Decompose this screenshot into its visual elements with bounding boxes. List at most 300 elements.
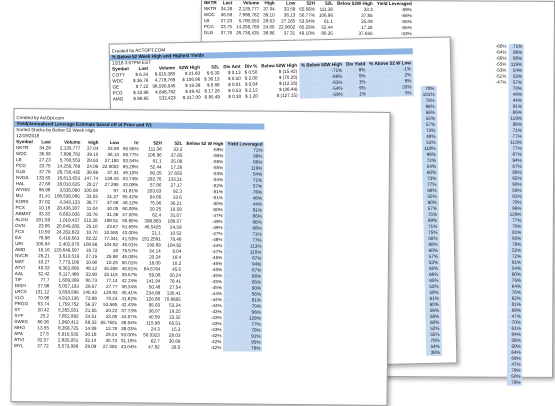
table-cell: 37.655 [168, 170, 183, 176]
table-cell: 398.883 [144, 218, 162, 224]
table-cell: -55% [400, 19, 412, 25]
table-cell: $ 36.13 [204, 76, 220, 82]
table-cell: $ (12.16) [278, 80, 298, 87]
table-cell: HAL [15, 181, 25, 187]
table-cell: 4,343,133 [59, 199, 80, 205]
table-cell: 53.00% [121, 332, 137, 338]
table-cell: 126.86 [146, 296, 161, 302]
table-cell: 39.67% [121, 272, 138, 278]
table-cell: 75.96 [149, 200, 162, 206]
table-cell: 78.98 [38, 235, 50, 241]
table-cell: 38% [426, 350, 442, 356]
table-cell: 100.59 [83, 187, 98, 193]
table-cell: $ 85.49 [204, 94, 220, 100]
table-cell: 86% [225, 213, 264, 219]
column-header: Last [222, 0, 233, 6]
table-cell: -44% [211, 297, 222, 303]
table-cell: 65.29% [122, 164, 139, 170]
table-cell: -55% [212, 159, 224, 165]
table-cell: 98.98 [38, 187, 51, 193]
table-cell: 8,117,488 [58, 271, 80, 277]
table-cell: 73% [422, 176, 438, 182]
table-cell: 133.55 [36, 175, 51, 181]
table-cell: -49% [211, 225, 223, 231]
table-cell: $ 7.22 [135, 83, 149, 90]
table-cell: 61.1 [152, 158, 162, 164]
column-header: Volume [64, 139, 81, 145]
table-cell: 37.85 [170, 152, 183, 158]
table-cell: $ 19.38 [184, 82, 201, 89]
table-cell: 76.57% [121, 248, 138, 254]
table-cell: SYF [14, 313, 24, 319]
table-cell: 78.48 [169, 236, 182, 242]
table-cell: 27.98 [37, 283, 50, 289]
table-cell [492, 380, 507, 386]
table-cell: 60% [507, 344, 523, 350]
table-cell: 27.54 [169, 284, 181, 290]
table-cell: 10.25 [106, 260, 118, 266]
table-cell: 91% [225, 207, 264, 213]
table-cell: 28.63 [86, 157, 99, 163]
table-cell: 57% [421, 122, 437, 128]
table-cell: 25.09 [170, 158, 183, 164]
table-cell: 60% [422, 170, 438, 176]
column-header: Div Yield [344, 61, 367, 67]
sheet3-date: 12/19/2018 [16, 133, 40, 139]
table-cell: 44.67% [121, 314, 137, 320]
sheet2-section-title: % Below 52 Week High and Highest Yields [110, 48, 413, 60]
table-cell: 84.6764 [143, 266, 161, 272]
table-cell: 27.165 [104, 157, 119, 164]
sheet2-created-by: Created by ACTOPT.COM [111, 47, 166, 54]
table-cell: 66% [424, 272, 440, 278]
table-cell: 34.14 [149, 248, 161, 254]
column-header: Volume [242, 0, 260, 6]
table-cell: 33% [368, 84, 414, 91]
table-cell: 53% [424, 260, 440, 266]
table-cell: 129% [508, 212, 524, 218]
table-cell: 9,362,866 [58, 265, 80, 271]
table-cell: 2,402,070 [58, 241, 80, 247]
table-cell: 138.43 [104, 175, 119, 182]
table-cell: 33.6 [172, 194, 182, 200]
table-cell: 37.31 [283, 30, 296, 36]
table-cell: -46% [211, 261, 223, 267]
table-cell: 46.5425 [144, 224, 161, 230]
table-cell: 10.27 [38, 259, 50, 265]
table-cell: 34.28 [220, 6, 233, 12]
table-cell: 75% [421, 98, 437, 104]
table-cell: 77% [224, 237, 263, 243]
table-cell: -43% [210, 321, 222, 327]
column-header: Volume [158, 65, 176, 71]
table-cell: 37.04 [263, 6, 275, 12]
table-cell: 58% [425, 314, 441, 320]
column-header: Low [109, 140, 120, 146]
column-header: Yield Leveraged [376, 0, 412, 7]
table-cell: 31.27 [106, 194, 119, 200]
table-row [492, 380, 523, 386]
table-cell: 28.67 [85, 283, 97, 289]
table-cell: 33.76 [86, 211, 98, 217]
table-cell: 31.07 [170, 212, 182, 218]
table-cell: URI [15, 241, 24, 247]
table-cell: 1% [345, 91, 368, 97]
table-cell: 119% [422, 146, 438, 152]
table-cell: 5,780,553 [238, 18, 260, 24]
table-cell: $ 21.60 [184, 70, 201, 77]
column-header: 52L [325, 0, 334, 6]
table-cell: 33.33 [38, 211, 51, 217]
table-cell: $ 22.98 [133, 89, 149, 96]
table-cell: LB [15, 157, 22, 163]
table-cell: 33.59 [107, 146, 120, 152]
table-cell: 6,418,563 [58, 235, 80, 241]
table-cell: 53.24 [169, 302, 181, 308]
table-cell: 60% [424, 248, 440, 254]
table-cell: 22.9002 [102, 163, 119, 170]
table-cell: 104.92 [103, 241, 119, 248]
table-cell: ABMAT [15, 211, 31, 217]
table-cell: -44% [211, 291, 222, 297]
table-cell: 4,648,762 [155, 89, 176, 95]
table-cell: 80% [424, 242, 440, 248]
table-cell: 1,960,412 [58, 319, 79, 325]
table-cell: 67% [508, 164, 524, 170]
table-cell: 98% [225, 153, 264, 159]
table-cell: 10.18 [38, 205, 51, 211]
table-cell: 119% [225, 165, 264, 171]
table-cell: -45% [211, 267, 223, 273]
table-cell: 532,423 [159, 95, 176, 101]
table-cell: 141.94 [146, 278, 161, 284]
table-cell: 48.12% [122, 200, 139, 206]
table-cell: 30.24 [169, 272, 182, 278]
table-cell: FCX [15, 229, 25, 235]
table-cell: 5,355,551 [58, 307, 79, 313]
table-cell: $ 6.30 [206, 70, 220, 76]
table-cell: 14.89 [84, 325, 97, 331]
table-cell: 49% [422, 134, 438, 140]
table-cell: 20,049,285 [56, 223, 80, 229]
table-cell: 53% [425, 284, 441, 290]
table-cell: 58% [507, 338, 523, 344]
table-cell: 31.41 [38, 193, 51, 199]
table-cell: -66% [495, 43, 507, 49]
table-cell: 203.63 [147, 188, 162, 194]
table-cell: 78% [225, 189, 264, 195]
table-cell: 101% [421, 92, 437, 98]
table-cell: 92.3 [172, 188, 182, 194]
table-cell: 47.00% [122, 212, 138, 218]
table-cell: 54% [507, 266, 523, 272]
table-cell: $ 0.01 [228, 81, 241, 88]
table-cell: AMG [112, 96, 124, 102]
table-cell: 64% [507, 284, 523, 290]
table-cell: 48.12 [85, 265, 98, 271]
table-cell: 111.36 [319, 6, 333, 12]
table-cell: 21.1 [151, 230, 161, 236]
table-cell: 73.99 [85, 295, 97, 301]
table-cell: 40.59 [148, 314, 161, 320]
table-cell: 113% [508, 140, 524, 146]
table-cell: 201.59 [35, 217, 51, 223]
column-header: Symbol [112, 66, 129, 72]
table-cell: 96% [224, 309, 263, 315]
table-cell: -69% [401, 7, 412, 13]
table-cell: -63% [299, 80, 344, 87]
table-cell: $ 0.50 [244, 69, 258, 75]
table-cell: 88% [508, 56, 524, 62]
table-cell: 7,998,782 [59, 151, 81, 157]
table-cell: 37.655 [358, 30, 373, 36]
table-cell: 7,852,992 [58, 313, 79, 319]
table-cell: 14,256,769 [57, 163, 81, 169]
table-cell: 5% [344, 73, 367, 79]
table-cell: 80% [507, 272, 523, 278]
table-cell: 18.00 [149, 260, 161, 266]
table-cell: 120,649,587 [53, 247, 80, 253]
table-cell: 81% [508, 194, 524, 200]
table-cell: 5,057,193 [58, 283, 79, 289]
table-cell: 8,615,385 [154, 71, 176, 77]
table-cell: 59% [425, 290, 441, 296]
column-header: Last [138, 65, 149, 71]
table-cell: 111.36 [148, 146, 162, 152]
column-header: % Above 52 W Low [367, 60, 413, 67]
table-cell: 90% [224, 285, 263, 291]
column-header: High [88, 139, 99, 145]
table-cell: 47% [507, 314, 523, 320]
column-header: 52L [174, 140, 183, 146]
column-header: Div Amt [223, 63, 241, 70]
table-cell: 61.1 [323, 18, 333, 24]
table-cell: 28.63 [263, 18, 275, 24]
table-cell: 96% [225, 219, 264, 225]
table-cell: 66% [423, 188, 439, 194]
table-cell: 25.09 [361, 18, 373, 24]
column-header: 52H [153, 140, 162, 146]
table-cell: 26,736,435 [236, 30, 260, 36]
table-cell: 91% [508, 104, 524, 110]
table-cell: -44% [210, 303, 222, 309]
table-cell: 66% [224, 273, 263, 279]
table-cell: GLB [15, 169, 26, 175]
table-cell: 43.09% [122, 182, 139, 188]
table-cell: 3,658,596 [58, 289, 79, 295]
table-cell: 98,590,545 [152, 83, 176, 89]
table-cell: 29.24 [105, 332, 118, 338]
table-cell: 70.98 [37, 295, 50, 301]
table-cell: 45.41% [121, 290, 138, 296]
table-cell: 50.0323 [143, 332, 160, 338]
table-cell: 95% [223, 339, 262, 345]
table-cell: 57% [508, 80, 524, 86]
table-cell: 72% [507, 254, 523, 260]
table-cell: 129% [224, 315, 263, 321]
table-cell: 1,019,437 [59, 217, 80, 223]
table-cell: $ 0.50 [227, 75, 241, 82]
table-cell: 23.32 [169, 314, 181, 320]
table-cell: 10.555 [104, 229, 119, 236]
table-cell: 212.28 [83, 217, 98, 223]
table-cell: 84% [507, 332, 523, 338]
table-cell: 46.33 [38, 265, 50, 271]
table-cell: AMD [15, 247, 26, 253]
table-cell: 36.58 [39, 151, 51, 157]
table-cell: 50.01% [121, 260, 138, 266]
table-cell: COTY [112, 72, 126, 78]
table-cell: -54% [212, 177, 224, 183]
table-cell: 55.65% [122, 218, 138, 224]
table-cell: -1% [367, 66, 413, 73]
table-cell: 10.90 [85, 259, 98, 265]
table-cell: -42% [210, 339, 222, 345]
table-cell: $ 0.53 [228, 87, 242, 94]
table-cell: 91% [507, 230, 523, 236]
table-cell: 65% [224, 279, 263, 285]
table-cell: -42% [210, 345, 222, 351]
table-cell: WDC [203, 12, 215, 18]
table-cell: 37.82 [38, 199, 51, 205]
sheet1-table [202, 0, 430, 37]
table-cell: -51% [212, 195, 223, 201]
table-cell: 24.06 [86, 163, 99, 169]
table-cell: -54% [299, 86, 344, 93]
table-cell: $ 2.12 [244, 87, 258, 93]
table-cell: 85% [425, 278, 441, 284]
table-cell: 27.68 [38, 181, 51, 187]
table-cell: 28.03 [168, 332, 181, 338]
table-cell: 70% [223, 327, 262, 333]
table-cell: 115.98 [146, 320, 160, 326]
table-cell: 28.27 [86, 181, 99, 187]
table-cell: 56.77% [122, 152, 139, 158]
sheet3-section-title: Yield(Annualized Leverage Estimate based off of Price and IV) [14, 121, 264, 130]
table-cell: 33.3 [363, 6, 373, 12]
table-cell: 18.4 [172, 254, 182, 260]
table-cell: 41.53% [122, 236, 138, 242]
table-cell: $ 2.00 [244, 75, 258, 81]
table-cell: 61% [425, 296, 441, 302]
table-cell: DVN [15, 223, 26, 229]
table-cell: 66.36 [37, 319, 49, 325]
table-cell: -52% [212, 183, 224, 189]
table-cell: -59% [300, 92, 345, 99]
table-cell: PCX [15, 205, 25, 211]
column-header: IV [134, 140, 139, 146]
table-cell: 25.98 [106, 254, 118, 260]
table-cell: 41.81% [122, 188, 139, 194]
table-cell: MYL [14, 343, 24, 349]
table-cell: 90% [423, 200, 439, 206]
table-cell: 43.00% [122, 230, 138, 236]
table-cell: $ 0.30 [228, 93, 242, 100]
table-cell: 140.43 [82, 289, 97, 295]
table-cell: MU [15, 193, 23, 199]
table-cell: 36.13 [107, 152, 119, 158]
table-cell: 80.35 [321, 30, 333, 36]
table-row [12, 343, 262, 352]
table-cell: -55% [212, 165, 224, 171]
table-cell: 62.4 [152, 212, 162, 218]
table-cell: -42% [210, 333, 222, 339]
table-cell: 119% [508, 62, 524, 68]
table-cell: 5,916,535 [57, 331, 79, 337]
table-cell: 68% [507, 356, 523, 362]
table-cell: 72% [422, 158, 438, 164]
table-cell: 28,436,307 [56, 205, 80, 211]
table-cell: 3,610,519 [58, 253, 80, 259]
table-cell: $ 36.76 [132, 77, 149, 84]
table-cell: 26.21 [38, 253, 50, 259]
table-cell: 104.92 [167, 242, 182, 248]
table-cell: 71% [224, 231, 263, 237]
table-cell: 54% [422, 164, 438, 170]
table-cell: ATVI [14, 265, 25, 271]
table-cell: $ (15.42) [278, 68, 298, 75]
table-cell: 113% [224, 243, 263, 249]
table-cell: 94% [508, 158, 524, 164]
table-cell: 90% [508, 182, 524, 188]
column-header: % Below 52W High [299, 62, 344, 69]
table-cell: 77% [224, 321, 263, 327]
table-cell: -55% [400, 25, 412, 31]
table-cell: 2,135,777 [238, 6, 260, 12]
table-cell: 28.5 [171, 344, 181, 350]
table-cell: 94% [224, 261, 263, 267]
table-cell: 73% [421, 128, 437, 134]
table-cell: $ 0.04 [244, 81, 258, 87]
table-cell: 27.5 [39, 331, 49, 337]
table-cell: 70.8665 [164, 296, 181, 302]
table-cell: 32.14 [84, 337, 97, 343]
table-cell: 56.77% [299, 12, 315, 18]
table-row [202, 30, 430, 37]
table-cell: -66% [299, 74, 344, 81]
table-cell: 54% [225, 171, 264, 177]
table-cell: 37.31 [107, 170, 119, 176]
table-cell: 62.7 [150, 338, 160, 344]
table-cell: 11.04 [86, 205, 98, 211]
table-cell: 70% [426, 338, 442, 344]
column-header: 52L [211, 64, 220, 70]
column-header: 52W High [179, 64, 201, 71]
table-cell: 24,263,823 [56, 229, 80, 235]
table-cell: 70% [421, 86, 437, 92]
table-cell: 38.86 [263, 30, 275, 36]
table-cell: 52% [426, 326, 442, 332]
table-cell: 38.77 [86, 199, 98, 205]
table-cell: SWKS [14, 319, 28, 325]
column-header: Below 52W High [336, 0, 373, 6]
table-cell: 13.78 [105, 326, 118, 332]
table-cell: 61% [507, 326, 523, 332]
table-cell: 57% [423, 206, 439, 212]
table-cell: 65.56% [299, 6, 315, 12]
table-cell: -45% [211, 279, 223, 285]
table-cell: 71% [508, 128, 524, 134]
table-cell: 65.56% [122, 146, 139, 152]
table-cell: -51% [495, 73, 507, 79]
table-cell: 188.57 [167, 218, 182, 224]
sheet1-right-columns [492, 44, 550, 386]
table-cell: 24.59 [170, 224, 182, 230]
table-cell: 2,135,777 [59, 145, 81, 151]
table-cell: 33.3 [173, 146, 183, 152]
table-cell: 33.90 [85, 271, 98, 277]
table-cell: 24.3 [150, 326, 160, 332]
